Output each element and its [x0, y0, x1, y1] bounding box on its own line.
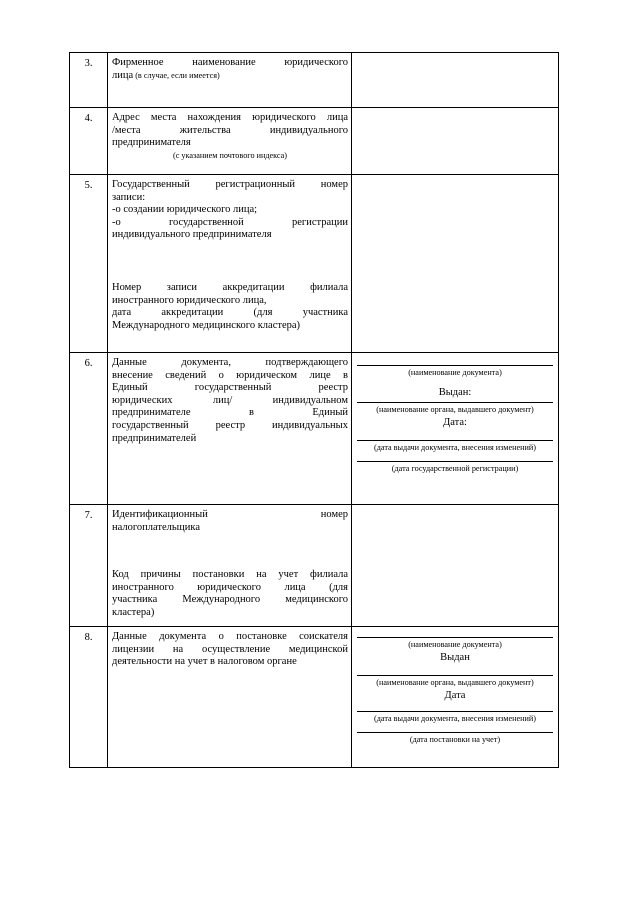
license-application-table — [69, 52, 559, 768]
desc-line: предпринимателя — [112, 137, 191, 149]
desc-text: лица — [112, 69, 134, 81]
desc-line: Государственный регистрационный номер — [112, 179, 348, 190]
spacer — [112, 242, 348, 282]
desc-line: кластера) — [112, 606, 155, 618]
table-row — [70, 108, 559, 175]
desc-line: предпринимателей — [112, 432, 197, 444]
date-label: Дата — [444, 690, 466, 701]
issue-date-field[interactable] — [357, 440, 553, 441]
desc-line: дата аккредитации (для участника — [112, 307, 348, 319]
desc-line: -о государственной регистрации — [112, 216, 348, 228]
row-number: 7. — [70, 505, 108, 627]
issuing-authority-field[interactable] — [357, 402, 553, 403]
value-field-tax-id[interactable] — [352, 505, 559, 627]
field-caption: (наименование документа) — [408, 368, 502, 377]
document-name-field[interactable] — [357, 365, 553, 366]
desc-line: -о создании юридического лица; — [112, 204, 258, 216]
row-description — [108, 108, 352, 175]
row-number: 4. — [70, 108, 108, 175]
desc-line: Идентификационный номер — [112, 509, 348, 520]
issuing-authority-field[interactable] — [357, 675, 553, 676]
desc-line: лицензии на осуществление медицинской — [112, 643, 348, 655]
value-field-address[interactable] — [352, 108, 559, 175]
registration-date-field[interactable] — [357, 461, 553, 462]
desc-note: (в случае, если имеется) — [133, 70, 220, 80]
field-caption: (наименование органа, выдавшего документ) — [376, 678, 534, 687]
table-row — [70, 53, 559, 108]
desc-line: юридических лиц/ индивидуальном — [112, 394, 348, 406]
desc-line: Единый государственный реестр — [112, 382, 348, 394]
desc-line: Фирменное наименование юридического — [112, 57, 348, 68]
desc-note: (с указанием почтового индекса) — [172, 150, 288, 160]
value-field-company-name[interactable] — [352, 53, 559, 108]
row-description — [108, 353, 352, 505]
desc-line: внесение сведений о юридическом лице в — [112, 369, 348, 381]
desc-line: Данные документа, подтверждающего — [112, 357, 348, 368]
document-name-field[interactable] — [357, 637, 553, 638]
row-number: 6. — [70, 353, 108, 505]
desc-line: Код причины постановки на учет филиала — [112, 569, 348, 581]
value-cell — [352, 353, 559, 505]
desc-line: индивидуального предпринимателя — [112, 229, 272, 241]
field-caption: (дата постановки на учет) — [409, 735, 501, 744]
row-description — [108, 175, 352, 353]
desc-line: предпринимателе в Единый — [112, 407, 348, 419]
desc-line: Номер записи аккредитации филиала — [112, 281, 348, 293]
row-number: 8. — [70, 627, 108, 768]
table-row — [70, 175, 559, 353]
date-label: Дата: — [443, 417, 467, 428]
field-caption: (наименование органа, выдавшего документ) — [376, 405, 534, 414]
desc-line: деятельности на учет в налоговом органе — [112, 656, 297, 668]
spacer — [112, 534, 348, 569]
row-description — [108, 53, 352, 108]
desc-line: Данные документа о постановке соискателя — [112, 631, 348, 642]
desc-line: записи: — [112, 191, 146, 203]
desc-line: участника Международного медицинского — [112, 594, 348, 606]
table-row — [70, 505, 559, 627]
desc-line: иностранного юридического лица (для — [112, 581, 348, 593]
value-field-registration-number[interactable] — [352, 175, 559, 353]
desc-line: налогоплательщика — [112, 521, 200, 533]
row-number: 3. — [70, 53, 108, 108]
desc-line — [112, 70, 348, 83]
desc-line: Адрес места нахождения юридического лица — [112, 112, 348, 123]
row-description — [108, 505, 352, 627]
value-cell — [352, 627, 559, 768]
issue-date-field[interactable] — [357, 711, 553, 712]
table-row — [70, 353, 559, 505]
desc-line: Международного медицинского кластера) — [112, 319, 301, 331]
field-caption: (дата выдачи документа, внесения изменений) — [374, 714, 536, 723]
field-caption: (дата выдачи документа, внесения изменений) — [374, 443, 536, 452]
desc-line: /места жительства индивидуального — [112, 124, 348, 136]
desc-line: иностранного юридического лица, — [112, 294, 267, 306]
table-row — [70, 627, 559, 768]
issued-label: Выдан: — [438, 387, 472, 398]
desc-line: государственный реестр индивидуальных — [112, 419, 348, 431]
row-description — [108, 627, 352, 768]
field-caption: (дата государственной регистрации) — [391, 464, 519, 473]
row-number: 5. — [70, 175, 108, 353]
tax-registration-date-field[interactable] — [357, 732, 553, 733]
field-caption: (наименование документа) — [408, 640, 502, 649]
issued-label: Выдан — [440, 652, 470, 663]
